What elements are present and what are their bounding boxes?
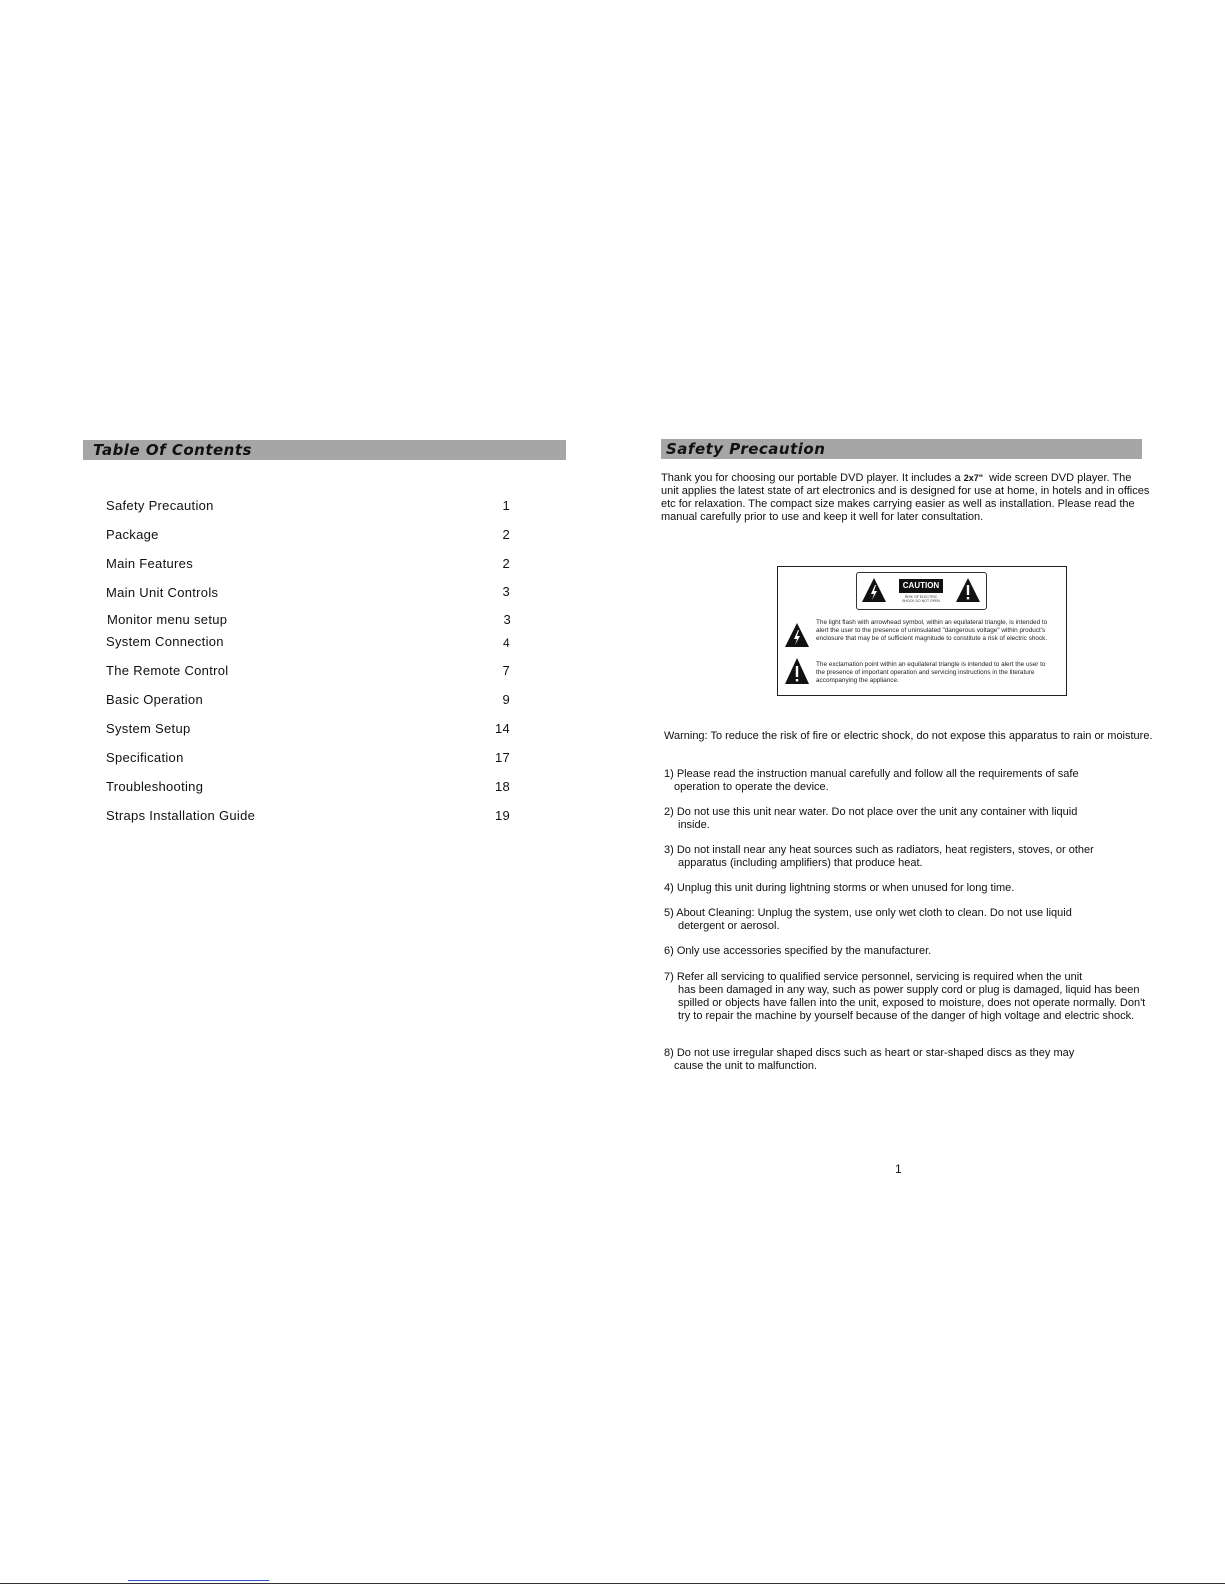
- toc-entry-title: Main Unit Controls: [106, 585, 219, 600]
- safety-item-first-line: 4) Unplug this unit during lightning storms or when unused for long time.: [664, 882, 1015, 894]
- toc-entry[interactable]: [106, 750, 510, 768]
- safety-item: [664, 971, 1154, 1023]
- toc-entry-title: Straps Installation Guide: [106, 808, 256, 823]
- safety-item-first-line: 5) About Cleaning: Unplug the system, use only wet cloth to clean. Do not use liquid: [664, 907, 1072, 919]
- toc-entry-page: 19: [494, 808, 510, 823]
- exclamation-symbol-icon: [784, 657, 810, 685]
- safety-item: [664, 882, 1154, 895]
- toc-entry[interactable]: [106, 498, 510, 516]
- safety-item: [664, 806, 1154, 832]
- page-number: 1: [895, 1162, 902, 1176]
- toc-entry[interactable]: [106, 808, 510, 826]
- bottom-link-underline: [128, 1580, 269, 1581]
- safety-item: [664, 844, 1154, 870]
- safety-item: [664, 1047, 1154, 1073]
- safety-header: Safety Precaution: [661, 439, 1142, 459]
- exclamation-description: The exclamation point within an equilateral triangle is intended to alert the user to the presence of important operation and servicing instructions in the literature accompanying the appliance.: [816, 661, 1046, 684]
- intro-paragraph: [661, 472, 1151, 524]
- toc-entry-page: 9: [502, 692, 510, 707]
- safety-item-first-line: 8) Do not use irregular shaped discs such as heart or star-shaped discs as they may: [664, 1047, 1075, 1059]
- safety-item-first-line: 1) Please read the instruction manual carefully and follow all the requirements of safe: [664, 768, 1079, 780]
- toc-entry-page: 4: [503, 636, 510, 650]
- safety-item-rest: has been damaged in any way, such as power supply cord or plug is damaged, liquid has been spilled or objects have fallen into the unit, exposed to moisture, does not operate normally. Don't try to repair the machine by yourself because of the danger of high voltage and electric shock.: [678, 984, 1146, 1022]
- toc-entry[interactable]: [106, 527, 510, 545]
- toc-entry-title: Troubleshooting: [106, 779, 204, 794]
- safety-item-rest: operation to operate the device.: [674, 781, 829, 793]
- toc-entry-title: Basic Operation: [106, 692, 203, 707]
- lightning-description: The light flash with arrowhead symbol, within an equilateral triangle, is intended to alert the user to the presence of uninsulated "dangerous voltage" within product's enclosure that may be of sufficient magnitude to constitute a risk of electric shock.: [816, 619, 1048, 642]
- toc-entry-page: 3: [502, 584, 510, 599]
- safety-item-rest: detergent or aerosol.: [678, 920, 780, 932]
- toc-entry-title: System Connection: [106, 634, 224, 649]
- toc-entry-page: 17: [494, 750, 510, 765]
- toc-entry-page: 2: [502, 527, 510, 542]
- toc-entry-page: 18: [494, 779, 510, 794]
- caution-word: CAUTION: [899, 579, 943, 593]
- safety-item: [664, 768, 1154, 794]
- safety-item-first-line: 6) Only use accessories specified by the manufacturer.: [664, 945, 932, 957]
- safety-item-rest: apparatus (including amplifiers) that produce heat.: [678, 857, 923, 869]
- toc-entry-page: 7: [502, 663, 510, 678]
- safety-item-first-line: 3) Do not install near any heat sources such as radiators, heat registers, stoves, or other: [664, 844, 1094, 856]
- lightning-warning-icon: [861, 577, 887, 603]
- toc-entry[interactable]: [106, 779, 510, 797]
- lightning-symbol-icon: [784, 622, 810, 648]
- toc-entry-page: 2: [502, 556, 510, 571]
- toc-entry[interactable]: [106, 692, 510, 710]
- toc-entry-page: 3: [503, 612, 511, 627]
- toc-entry-title: Package: [106, 527, 159, 542]
- toc-entry[interactable]: [106, 634, 510, 652]
- screen-size: 2x7": [963, 473, 983, 483]
- toc-entry-title: Monitor menu setup: [107, 612, 228, 627]
- toc-entry-page: 14: [494, 721, 510, 736]
- safety-item: [664, 945, 1154, 958]
- safety-item: [664, 907, 1154, 933]
- bottom-divider: [0, 1583, 1225, 1584]
- caution-label-figure: [777, 566, 1067, 696]
- toc-entry-page: 1: [502, 498, 510, 513]
- warning-text: Warning: To reduce the risk of fire or electric shock, do not expose this apparatus to rain or moisture.: [664, 730, 1153, 742]
- safety-item-first-line: 7) Refer all servicing to qualified service personnel, servicing is required when the unit: [664, 971, 1083, 983]
- safety-item-rest: cause the unit to malfunction.: [674, 1060, 818, 1072]
- toc-entry-title: Safety Precaution: [106, 498, 214, 513]
- toc-entry[interactable]: [107, 612, 511, 630]
- toc-entry-title: The Remote Control: [106, 663, 229, 678]
- exclamation-warning-icon: [955, 577, 981, 603]
- toc-entry[interactable]: [106, 663, 510, 681]
- safety-item-first-line: 2) Do not use this unit near water. Do not place over the unit any container with liquid: [664, 806, 1078, 818]
- toc-entry-title: Specification: [106, 750, 184, 765]
- toc-header: Table Of Contents: [83, 440, 566, 460]
- toc-entry-title: Main Features: [106, 556, 193, 571]
- safety-item-rest: inside.: [678, 819, 710, 831]
- toc-entry[interactable]: [106, 585, 510, 603]
- caution-sticker: [856, 572, 987, 610]
- caution-subtext: RISK OF ELECTRIC SHOCK DO NOT OPEN: [902, 595, 940, 603]
- toc-entry-title: System Setup: [106, 721, 191, 736]
- intro-text-a: Thank you for choosing our portable DVD player. It includes a: [661, 472, 961, 484]
- toc-entry[interactable]: [106, 556, 510, 574]
- intro-text-b: wide screen DVD player. The unit applies the latest state of art electronics and is designed for use at home, in hotels and in offices etc for relaxation. The compact size makes carrying easier as well as installation. Please read the manual carefully prior to use and keep it well for later consultation.: [661, 472, 1150, 523]
- toc-entry[interactable]: [106, 721, 510, 739]
